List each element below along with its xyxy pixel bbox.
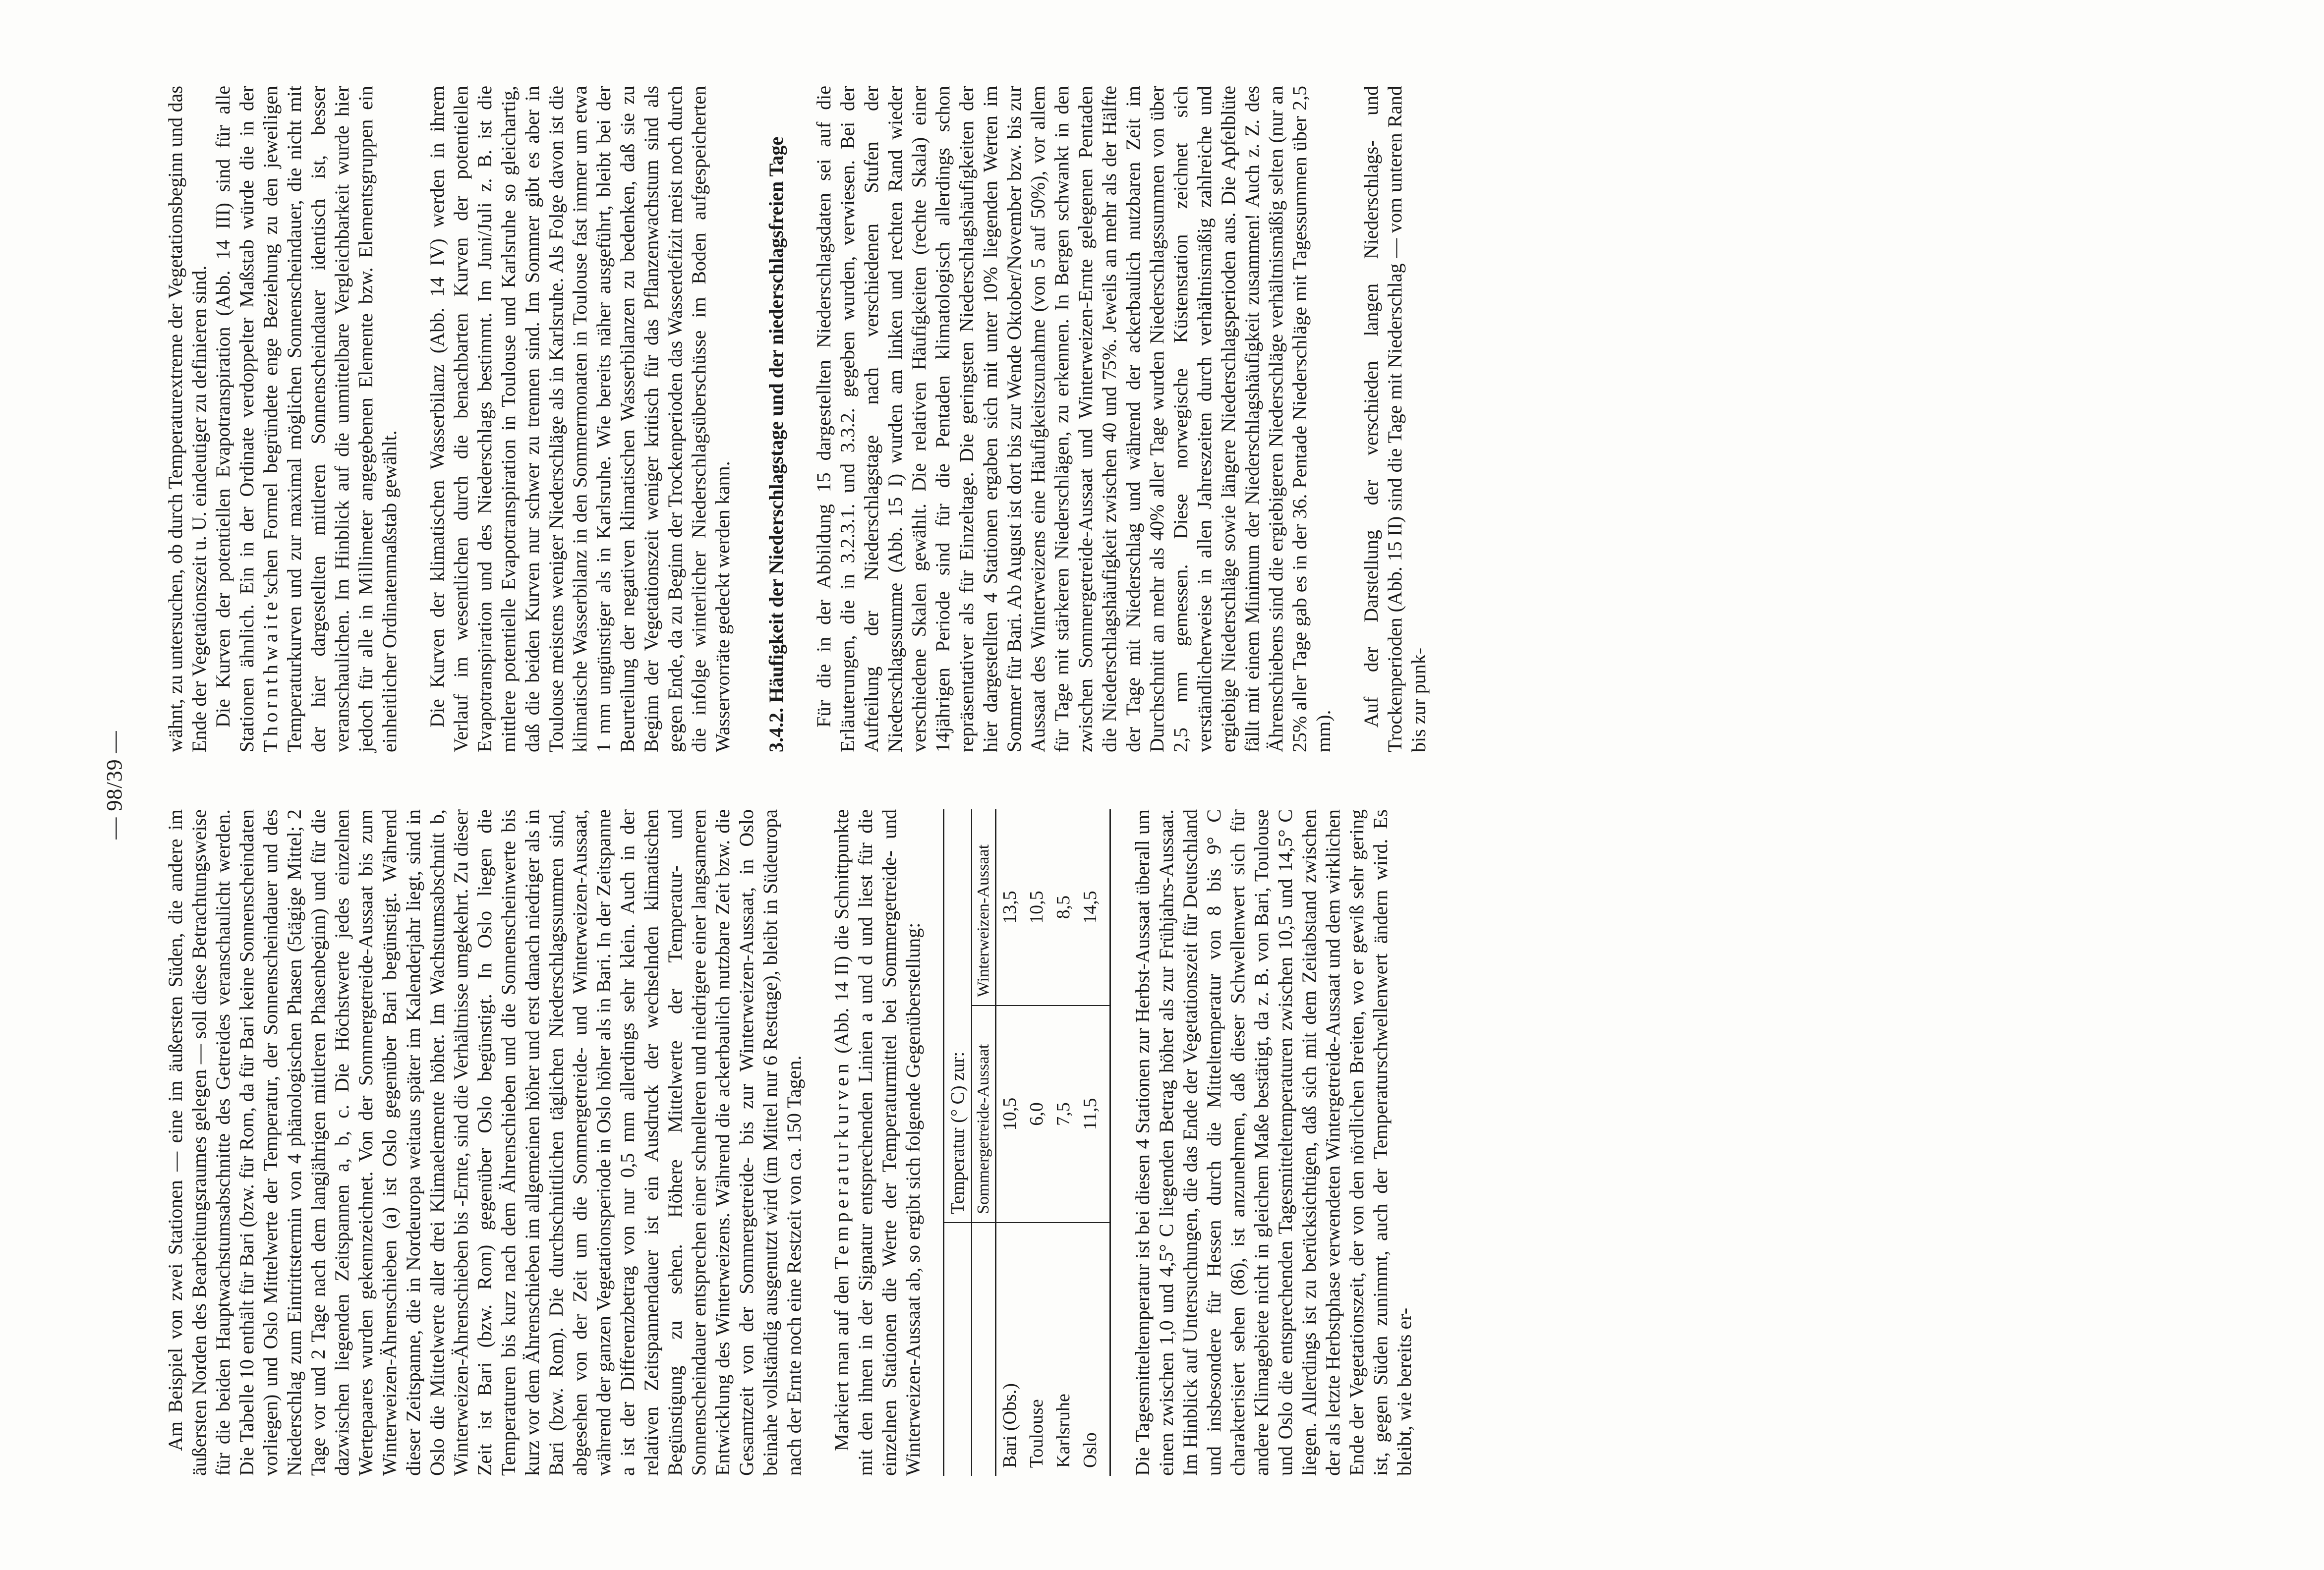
station-cell: Toulouse xyxy=(1026,1399,1047,1468)
temperature-table xyxy=(943,809,1111,1476)
spaced-term: Thornthwaite xyxy=(259,598,282,752)
column-header: Winterweizen-Aussaat xyxy=(972,809,996,1006)
paragraph: Die Tagesmitteltemperatur ist bei diesen 4 Stationen zur Herbst-Aussaat überall um einen zwischen 1,0 und 4,5° C liegenden Betrag höher als zur Frühjahrs-Aussaat. Im Hinblick auf Untersuchungen, die das Ende der Vegetationszeit für Deutschland und insbesondere für Hessen durch die Mitteltemperatur von 8 bis 9° C charakterisiert sehen (86), ist anzunehmen, daß dieser Schwellenwert sich für andere Klimagebiete nicht in gleichem Maße bestätigt, da z. B. von Bari, Toulouse und Oslo die entsprechenden Tagesmitteltemperaturen zwischen 10,5 und 14,5° C liegen. Allerdings ist zu berücksichtigen, daß sich mit dem Zeitabstand zwischen der als letzte Herbstphase verwendeten Wintergetreide-Aussaat und dem wirklichen Ende der Vegetationszeit, der von den nördlichen Breiten, wo er gewiß sehr gering ist, gegen Süden zunimmt, auch der Temperaturschwellenwert ändern wird. Es bleibt, wie bereits er- xyxy=(1131,809,1415,1476)
value-cell: 14,5 xyxy=(1077,809,1110,1006)
value-cell: 10,5 xyxy=(996,1006,1024,1223)
value-cell: 7,5 xyxy=(1050,1006,1077,1223)
paragraph: wähnt, zu untersuchen, ob durch Temperaturextreme der Vegetationsbeginn und das Ende der Vegetationszeit u. U. eindeutiger zu definieren sind. xyxy=(164,86,210,752)
table-corner xyxy=(944,1223,972,1476)
table-row xyxy=(1077,809,1110,1476)
paragraph: Auf der Darstellung der verschieden langen Niederschlags- und Trockenperioden (Abb. 15 II) sind die Tage mit Niederschlag — vom unteren Rand bis zur punk- xyxy=(1360,86,1430,752)
table-row xyxy=(1050,809,1077,1476)
station-cell: Bari (Obs.) xyxy=(999,1383,1020,1468)
paragraph xyxy=(830,809,925,1476)
station-cell: Oslo xyxy=(1077,1223,1110,1476)
right-column xyxy=(164,86,2225,752)
text-run: 'schen Formel begründete enge Beziehung zu den jeweiligen Temperaturkurven und zur maximal möglichen Sonnenscheindauer, die nicht mit der hier dargestellten mittleren Sonnenscheindauer identisch ist, besser veranschaulichen. Im Hinblick auf die unmittelbare Vergleichbarkeit wurde hier jedoch für alle in Millimeter angegebenen Elemente bzw. Elementsgruppen ein einheitlicher Ordinatenmaßstab gewählt. xyxy=(259,86,401,752)
paragraph: Am Beispiel von zwei Stationen — eine im äußersten Süden, die andere im äußersten Norden des Bearbeitungsraumes gelegen — soll diese Betrachtungsweise für die beiden Hauptwachstumsabschnitte des Getreides veranschaulicht werden. Die Tabelle 10 enthält für Bari (bzw. für Rom, da für Bari keine Sonnenscheindaten vorliegen) und Oslo Mittelwerte der Temperatur, der Sonnenscheindauer und des Niederschlag zum Eintrittstermin von 4 phänologischen Phasen (5tägige Mittel; 2 Tage vor und 2 Tage nach dem langjährigen mittleren Phasenbeginn) und für die dazwischen liegenden Zeitspannen a, b, c. Die Höchstwerte jedes einzelnen Wertepaares wurden gekennzeichnet. Von der Sommergetreide-Aussaat bis zum Winterweizen-Ährenschieben (a) ist Oslo gegenüber Bari begünstigt. Während dieser Zeitspanne, die in Nordeuropa weitaus später im Kalenderjahr liegt, sind in Oslo die Mittelwerte aller drei Klimaelemente höher. Im Wachstumsabschnitt b, Winterweizen-Ährenschieben bis -Ernte, sind die Verhältnisse umgekehrt. Zu dieser Zeit ist Bari (bzw. Rom) gegenüber Oslo begünstigt. In Oslo liegen die Temperaturen bis kurz nach dem Ährenschieben und die Sonnenscheinwerte bis kurz vor dem Ährenschieben im allgemeinen höher und erst danach niedriger als in Bari (bzw. Rom). Die durchschnittlichen täglichen Niederschlagssummen sind, abgesehen von der Zeit um die Sommergetreide- und Winterweizen-Aussaat, während der ganzen Vegetationsperiode in Oslo höher als in Bari. In der Zeitspanne a ist der Differenzbetrag von nur 0,5 mm allerdings sehr klein. Auch in der relativen Zeitspannendauer ist ein Ausdruck der wechselnden klimatischen Begünstigung zu sehen. Höhere Mittelwerte der Temperatur- und Sonnenscheindauer entsprechen einer schnelleren und niedrigere einer langsameren Entwicklung des Winterweizens. Während die ackerbaulich nutzbare Zeit bzw. die Gesamtzeit von der Sommergetreide- bis zur Winterweizen-Aussaat, in Oslo beinahe vollständig ausgenutzt wird (im Mittel nur 6 Resttage), bleibt in Südeuropa nach der Ernte noch eine Restzeit von ca. 150 Tagen. xyxy=(164,809,805,1476)
left-column xyxy=(164,809,2225,1476)
paragraph: Für die in der Abbildung 15 dargestellten Niederschlagsdaten sei auf die Erläuterungen, die in 3.2.3.1. und 3.3.2. gegeben wurden, verwiesen. Bei der Aufteilung der Niederschlagstage nach verschiedenen Stufen der Niederschlagssumme (Abb. 15 I) wurden am linken und rechten Rand wieder verschiedene Skalen gewählt. Die relativen Häufigkeiten (rechte Skala) einer 14jährigen Periode sind für die Pentaden klimatologisch allerdings schon repräsentativer als für Einzeltage. Die geringsten Niederschlagshäufigkeiten der hier dargestellten 4 Stationen ergaben sich mit unter 10% liegenden Werten im Sommer für Bari. Ab August ist dort bis zur Wende Oktober/November bzw. bis zur Aussaat des Winterweizens eine Häufigkeitszunahme (von 5 auf 50%), vor allem für Tage mit stärkeren Niederschlägen, zu erkennen. In Bergen schwankt in den zwischen Sommergetreide-Aussaat und Winterweizen-Ernte gelegenen Pentaden die Niederschlagshäufigkeit zwischen 40 und 75%. Jeweils an mehr als der Hälfte der Tage mit Niederschlag und während der ackerbaulich nutzbaren Zeit im Durchschnitt an mehr als 40% aller Tage wurden Niederschlagssummen von über 2,5 mm gemessen. Diese norwegische Küstenstation zeichnet sich verständlicherweise in allen Jahreszeiten durch verhältnismäßig zahlreiche und ergiebige Niederschläge sowie längere Niederschlagsperioden aus. Die Apfelblüte fällt mit einem Minimum der Niederschlagshäufigkeit zusammen! Auch z. Z. des Ährenschiebens sind die ergiebigeren Niederschläge verhältnismäßig selten (nur an 25% aller Tage gab es in der 36. Pentade Niederschläge mit Tagessummen über 2,5 mm). xyxy=(813,86,1335,752)
text-run: (Abb. 14 II) die Schnittpunkte mit den ihnen in der Signatur entsprechenden Linien a und d und liest für die einzelnen Stationen die Werte der Temperaturmittel bei Sommergetreide- und Winterweizen-Aussaat ab, so ergibt sich folgende Gegenüberstellung: xyxy=(830,809,924,1476)
text-run: Markiert man auf den xyxy=(830,1269,853,1451)
value-cell: 13,5 xyxy=(996,809,1024,1006)
table-row xyxy=(1023,809,1050,1476)
value-cell: 8,5 xyxy=(1050,809,1077,1006)
section-heading: 3.4.2. Häufigkeit der Niederschlagstage und der niederschlagsfreien Tage xyxy=(765,136,787,752)
value-cell: 10,5 xyxy=(1023,809,1050,1006)
table-row xyxy=(996,809,1024,1476)
value-cell: 6,0 xyxy=(1023,1006,1050,1223)
paragraph: Die Kurven der klimatischen Wasserbilanz (Abb. 14 IV) werden in ihrem Verlauf im wesentlichen durch die benachbarten Kurven der potentiellen Evapotranspiration und des Niederschlags bestimmt. Im Juni/Juli z. B. ist die mittlere potentielle Evapotranspiration in Toulouse und Karlsruhe so gleichartig, daß die beiden Kurven nur schwer zu trennen sind. Im Sommer gibt es aber in Toulouse meistens weniger Niederschläge als in Karlsruhe. Als Folge davon ist die klimatische Wasserbilanz in den Sommermonaten in Toulouse fast immer um etwa 1 mm ungünstiger als in Karlsruhe. Wie bereits näher ausgeführt, bleibt bei der Beurteilung der negativen klimatischen Wasserbilanzen zu bedenken, daß sie zu Beginn der Vegetationszeit weniger kritisch für das Pflanzenwachstum sind als gegen Ende, da zu Beginn der Trockenperioden das Wasserdefizit meist noch durch die infolge winterlicher Niederschlagsüberschüsse im Boden aufgespeicherten Wasservorräte gedeckt werden kann. xyxy=(426,86,734,752)
station-cell: Karlsruhe xyxy=(1053,1394,1074,1468)
page-number: — 98/39 — xyxy=(102,730,126,840)
table-corner xyxy=(972,1223,996,1476)
table-group-header: Temperatur (° C) zur: xyxy=(944,809,972,1223)
paragraph xyxy=(211,86,402,752)
value-cell: 11,5 xyxy=(1077,1006,1110,1223)
text-run: Die Kurven der potentiellen Evapotranspiration (Abb. 14 III) sind für alle Stationen ähnlich. Ein in der Ordinate verdoppelter Maßstab würde die in der xyxy=(212,86,258,752)
column-header: Sommergetreide-Aussaat xyxy=(972,1006,996,1223)
spaced-term: Temperaturkurven xyxy=(830,1060,853,1269)
